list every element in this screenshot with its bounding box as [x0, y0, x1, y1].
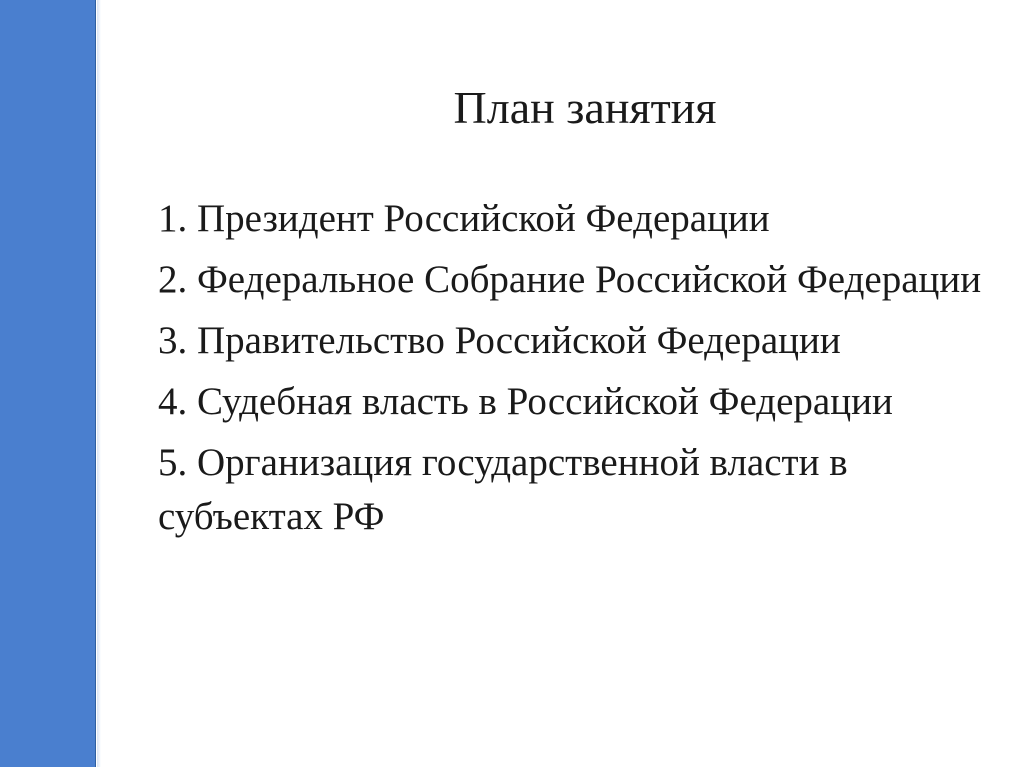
agenda-item-5: 5. Организация государственной власти в субъектах РФ: [158, 441, 848, 538]
slide-title: План занятия: [453, 82, 717, 133]
agenda-item-3: 3. Правительство Российской Федерации: [158, 319, 841, 362]
agenda-list: [158, 192, 988, 551]
agenda-item-2: 2. Федеральное Собрание Российской Федерации: [158, 258, 982, 301]
agenda-item-4: 4. Судебная власть в Российской Федерации: [158, 380, 893, 423]
agenda-item-1: 1. Президент Российской Федерации: [158, 197, 770, 240]
side-accent-bar: [0, 0, 96, 767]
side-divider-line: [97, 0, 101, 767]
